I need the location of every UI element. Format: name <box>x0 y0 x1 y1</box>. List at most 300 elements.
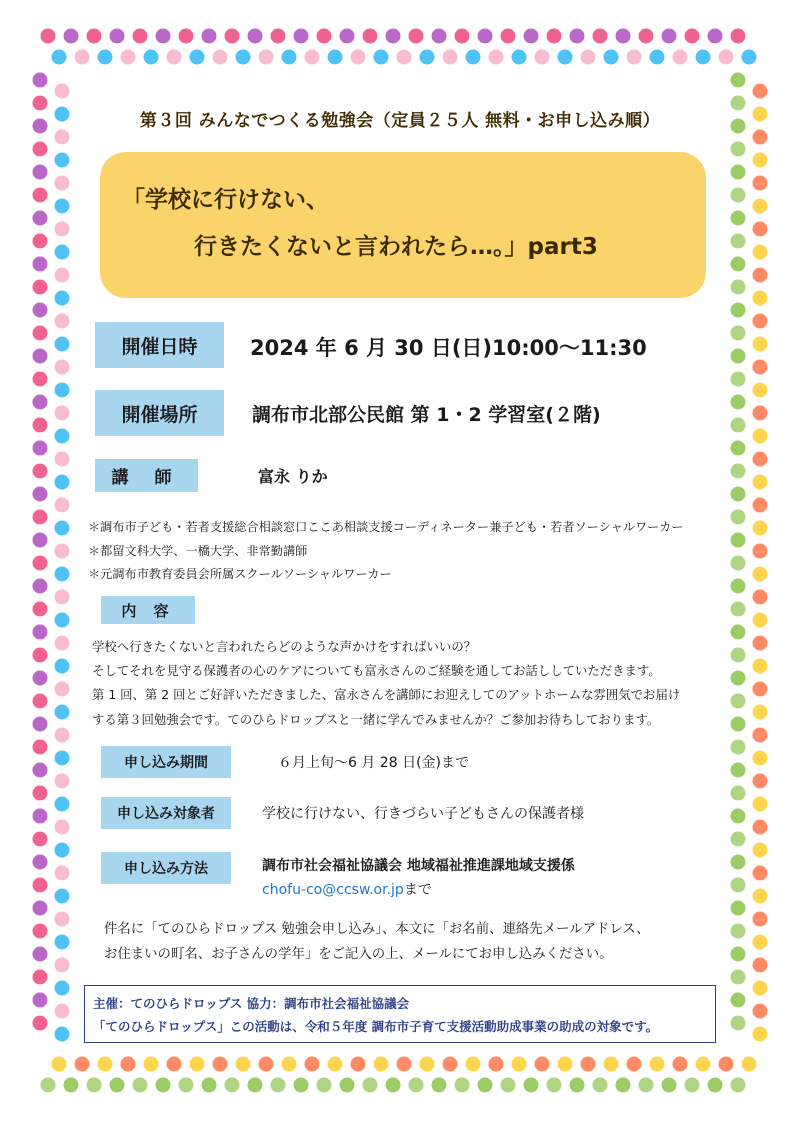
border-dot <box>731 1078 746 1093</box>
border-dot <box>55 774 70 789</box>
lecturer-label: 講 師 <box>95 459 198 492</box>
border-dot <box>535 50 550 65</box>
border-dot <box>33 671 48 686</box>
border-dot <box>512 1057 527 1072</box>
border-dot <box>753 360 768 375</box>
border-dot <box>731 993 746 1008</box>
border-dot <box>33 901 48 916</box>
border-dot <box>753 728 768 743</box>
border-dot <box>731 740 746 755</box>
border-dot <box>719 50 734 65</box>
border-dot <box>753 751 768 766</box>
border-dot <box>731 556 746 571</box>
border-dot <box>33 73 48 88</box>
border-dot <box>731 694 746 709</box>
border-dot <box>731 165 746 180</box>
border-dot <box>55 429 70 444</box>
border-dot <box>363 1078 378 1093</box>
border-dot <box>340 1078 355 1093</box>
method-label: 申し込み方法 <box>101 852 231 884</box>
border-dot <box>236 1057 251 1072</box>
border-dot <box>33 349 48 364</box>
border-dot <box>55 521 70 536</box>
border-dot <box>753 452 768 467</box>
border-dot <box>55 199 70 214</box>
border-dot <box>731 1016 746 1031</box>
border-dot <box>305 1057 320 1072</box>
border-dot <box>650 50 665 65</box>
border-dot <box>627 1057 642 1072</box>
border-dot <box>753 567 768 582</box>
border-dot <box>753 291 768 306</box>
border-dot <box>489 50 504 65</box>
border-dot <box>55 176 70 191</box>
border-dot <box>731 418 746 433</box>
date-label: 開催日時 <box>95 322 224 368</box>
border-dot <box>731 947 746 962</box>
border-dot <box>409 1078 424 1093</box>
border-dot <box>753 843 768 858</box>
border-dot <box>731 625 746 640</box>
border-dot <box>282 1057 297 1072</box>
border-dot <box>179 1078 194 1093</box>
border-dot <box>753 268 768 283</box>
border-dot <box>753 337 768 352</box>
border-dot <box>55 797 70 812</box>
border-dot <box>55 843 70 858</box>
border-dot <box>455 1078 470 1093</box>
border-dot <box>55 452 70 467</box>
border-dot <box>753 935 768 950</box>
border-dot <box>753 544 768 559</box>
border-dot <box>190 1057 205 1072</box>
border-dot <box>501 1078 516 1093</box>
border-dot <box>731 579 746 594</box>
border-dot <box>33 740 48 755</box>
border-dot <box>55 751 70 766</box>
border-dot <box>144 1057 159 1072</box>
border-dot <box>731 303 746 318</box>
border-dot <box>55 360 70 375</box>
border-dot <box>478 29 493 44</box>
border-dot <box>202 29 217 44</box>
border-dot <box>753 475 768 490</box>
border-dot <box>753 613 768 628</box>
border-dot <box>753 222 768 237</box>
border-dot <box>144 50 159 65</box>
border-dot <box>455 29 470 44</box>
border-dot <box>55 613 70 628</box>
border-dot <box>742 50 757 65</box>
border-dot <box>753 705 768 720</box>
place-value: 調布市北部公民館 第 1・2 学習室(２階) <box>252 404 601 426</box>
border-dot <box>33 280 48 295</box>
border-dot <box>731 763 746 778</box>
border-dot <box>409 29 424 44</box>
border-dot <box>55 383 70 398</box>
border-dot <box>33 878 48 893</box>
border-dot <box>133 29 148 44</box>
border-dot <box>55 705 70 720</box>
border-dot <box>570 29 585 44</box>
border-dot <box>662 1078 677 1093</box>
border-dot <box>731 832 746 847</box>
note-line: お住まいの町名、お子さんの学年」をご記入の上、メールにてお申し込みください。 <box>104 947 613 962</box>
border-dot <box>753 383 768 398</box>
border-dot <box>581 1057 596 1072</box>
border-dot <box>52 1057 67 1072</box>
content-line: そしてそれを見守る保護者の心のケアについても富永さんのご経験を通してお話ししていただきます。 <box>92 663 661 679</box>
border-dot <box>731 533 746 548</box>
border-dot <box>731 395 746 410</box>
border-dot <box>33 556 48 571</box>
border-dot <box>558 1057 573 1072</box>
footer-organizer: 主催：てのひらドロップス 協力：調布市社会福祉協議会 <box>93 996 410 1011</box>
border-dot <box>466 1057 481 1072</box>
border-dot <box>55 912 70 927</box>
border-dot <box>753 682 768 697</box>
note-line: 件名に「てのひらドロップス 勉強会申し込み」、本文に「お名前、連絡先メールアドレス、 <box>104 922 650 937</box>
border-dot <box>133 1078 148 1093</box>
border-dot <box>33 303 48 318</box>
credential-line: ＊調布市子ども・若者支援総合相談窓口ここあ相談支援コーディネーター兼子ども・若者ソーシャルワーカー <box>88 520 684 534</box>
border-dot <box>512 50 527 65</box>
border-dot <box>731 809 746 824</box>
border-dot <box>33 441 48 456</box>
border-dot <box>33 832 48 847</box>
border-dot <box>432 29 447 44</box>
border-dot <box>33 786 48 801</box>
place-label: 開催場所 <box>95 390 224 436</box>
border-dot <box>55 958 70 973</box>
border-dot <box>213 1057 228 1072</box>
border-dot <box>55 475 70 490</box>
border-dot <box>731 970 746 985</box>
border-dot <box>753 245 768 260</box>
border-dot <box>55 406 70 421</box>
border-dot <box>55 130 70 145</box>
border-dot <box>753 176 768 191</box>
border-dot <box>501 29 516 44</box>
border-dot <box>33 418 48 433</box>
border-dot <box>753 199 768 214</box>
border-dot <box>110 29 125 44</box>
border-dot <box>33 970 48 985</box>
border-dot <box>33 625 48 640</box>
border-dot <box>55 935 70 950</box>
border-dot <box>271 1078 286 1093</box>
border-dot <box>753 774 768 789</box>
border-dot <box>202 1078 217 1093</box>
border-dot <box>662 29 677 44</box>
border-dot <box>33 1016 48 1031</box>
border-dot <box>639 1078 654 1093</box>
border-dot <box>673 50 688 65</box>
border-dot <box>753 866 768 881</box>
credential-line: ＊都留文科大学、一橋大学、非常勤講師 <box>88 543 308 558</box>
border-dot <box>33 694 48 709</box>
date-value: 2024 年 6 月 30 日(日)10:00～11:30 <box>250 336 647 360</box>
footer-grant-note: 「てのひらドロップス」この活動は、令和５年度 調布市子育て支援活動助成事業の助成の対象です。 <box>93 1019 659 1034</box>
border-dot <box>753 130 768 145</box>
border-dot <box>167 50 182 65</box>
border-dot <box>731 671 746 686</box>
border-dot <box>753 912 768 927</box>
border-dot <box>33 809 48 824</box>
border-dot <box>731 234 746 249</box>
border-dot <box>351 1057 366 1072</box>
email-address[interactable]: chofu-co@ccsw.or.jp <box>262 882 404 898</box>
border-dot <box>328 50 343 65</box>
application-note <box>104 917 650 967</box>
border-dot <box>121 50 136 65</box>
border-dot <box>351 50 366 65</box>
border-dot <box>294 29 309 44</box>
border-dot <box>248 29 263 44</box>
border-dot <box>41 1078 56 1093</box>
content-line: 学校へ行きたくないと言われたらどのような声かけをすればいいの？ <box>92 639 477 654</box>
border-dot <box>282 50 297 65</box>
border-dot <box>55 291 70 306</box>
border-dot <box>731 29 746 44</box>
border-dot <box>696 1057 711 1072</box>
border-dot <box>489 1057 504 1072</box>
border-dot <box>708 29 723 44</box>
border-dot <box>98 1057 113 1072</box>
target-value: 学校に行けない、行きづらい子どもさんの保護者様 <box>262 806 584 822</box>
border-dot <box>33 924 48 939</box>
border-dot <box>55 245 70 260</box>
border-dot <box>685 29 700 44</box>
border-dot <box>593 29 608 44</box>
border-dot <box>731 510 746 525</box>
border-dot <box>55 889 70 904</box>
border-dot <box>547 29 562 44</box>
border-dot <box>55 153 70 168</box>
border-dot <box>753 820 768 835</box>
border-dot <box>55 820 70 835</box>
border-dot <box>650 1057 665 1072</box>
border-dot <box>753 590 768 605</box>
border-dot <box>397 1057 412 1072</box>
border-dot <box>386 1078 401 1093</box>
border-dot <box>731 73 746 88</box>
border-dot <box>33 326 48 341</box>
border-dot <box>317 29 332 44</box>
border-dot <box>570 1078 585 1093</box>
border-dot <box>742 1057 757 1072</box>
border-dot <box>55 567 70 582</box>
border-dot <box>753 406 768 421</box>
border-dot <box>363 29 378 44</box>
method-value: 調布市社会福祉協議会 地域福祉推進課地域支援係 <box>262 858 575 874</box>
content-line: 第 1 回、第 2 回とご好評いただきました、富永さんを講師にお迎えしてのアットホームな雰囲気でお届け <box>92 687 681 703</box>
border-dot <box>696 50 711 65</box>
border-dot <box>753 521 768 536</box>
border-dot <box>33 579 48 594</box>
border-dot <box>55 337 70 352</box>
border-dot <box>33 602 48 617</box>
border-dot <box>753 636 768 651</box>
border-dot <box>731 372 746 387</box>
border-dot <box>179 29 194 44</box>
border-dot <box>753 889 768 904</box>
border-dot <box>33 533 48 548</box>
border-dot <box>731 280 746 295</box>
border-dot <box>581 50 596 65</box>
content-label: 内 容 <box>101 596 195 624</box>
border-dot <box>33 947 48 962</box>
border-dot <box>55 498 70 513</box>
email-suffix: まで <box>403 882 432 898</box>
target-label: 申し込み対象者 <box>101 797 231 829</box>
border-dot <box>271 29 286 44</box>
border-dot <box>731 349 746 364</box>
border-dot <box>33 165 48 180</box>
border-dot <box>33 234 48 249</box>
border-dot <box>478 1078 493 1093</box>
content-line: する第３回勉強会です。てのひらドロップスと一緒に学んでみませんか？ご参加お待ちしております。 <box>92 711 660 727</box>
border-dot <box>33 717 48 732</box>
border-dot <box>33 142 48 157</box>
border-dot <box>673 1057 688 1072</box>
border-dot <box>33 648 48 663</box>
contact-email[interactable] <box>262 879 432 899</box>
border-dot <box>340 29 355 44</box>
border-dot <box>753 1004 768 1019</box>
border-dot <box>55 1004 70 1019</box>
event-header: 第３回 みんなでつくる勉強会（定員２５人 無料・お申し込み順） <box>139 111 661 131</box>
border-dot <box>627 50 642 65</box>
border-dot <box>33 395 48 410</box>
border-dot <box>604 50 619 65</box>
lecturer-credentials <box>88 516 683 587</box>
border-dot <box>55 590 70 605</box>
border-dot <box>639 29 654 44</box>
border-dot <box>33 464 48 479</box>
period-value: ６月上旬～6 月 28 日(金)まで <box>278 755 469 771</box>
border-dot <box>604 1057 619 1072</box>
border-dot <box>731 441 746 456</box>
border-dot <box>55 659 70 674</box>
border-dot <box>547 1078 562 1093</box>
border-dot <box>55 728 70 743</box>
border-dot <box>731 648 746 663</box>
border-dot <box>753 429 768 444</box>
border-dot <box>33 763 48 778</box>
border-dot <box>443 1057 458 1072</box>
border-dot <box>731 326 746 341</box>
border-dot <box>420 50 435 65</box>
border-dot <box>33 372 48 387</box>
border-dot <box>156 1078 171 1093</box>
border-dot <box>87 29 102 44</box>
border-dot <box>616 1078 631 1093</box>
border-dot <box>753 84 768 99</box>
border-dot <box>420 1057 435 1072</box>
border-dot <box>753 1027 768 1042</box>
border-dot <box>386 29 401 44</box>
border-dot <box>753 958 768 973</box>
border-dot <box>535 1057 550 1072</box>
border-dot <box>75 50 90 65</box>
border-dot <box>55 268 70 283</box>
border-dot <box>708 1078 723 1093</box>
border-dot <box>685 1078 700 1093</box>
border-dot <box>731 901 746 916</box>
border-dot <box>55 1027 70 1042</box>
border-dot <box>236 50 251 65</box>
period-label: 申し込み期間 <box>101 746 231 778</box>
border-dot <box>731 878 746 893</box>
border-dot <box>33 855 48 870</box>
border-dot <box>33 211 48 226</box>
border-dot <box>33 188 48 203</box>
credential-line: ＊元調布市教育委員会所属スクールソーシャルワーカー <box>88 567 392 581</box>
border-dot <box>64 29 79 44</box>
border-dot <box>190 50 205 65</box>
border-dot <box>524 29 539 44</box>
border-dot <box>753 314 768 329</box>
border-dot <box>466 50 481 65</box>
border-dot <box>294 1078 309 1093</box>
border-dot <box>593 1078 608 1093</box>
border-dot <box>443 50 458 65</box>
border-dot <box>248 1078 263 1093</box>
border-dot <box>432 1078 447 1093</box>
border-dot <box>213 50 228 65</box>
border-dot <box>55 314 70 329</box>
border-dot <box>328 1057 343 1072</box>
title-line-2: 行きたくないと言われたら…。」part3 <box>194 234 598 260</box>
border-dot <box>753 153 768 168</box>
border-dot <box>731 464 746 479</box>
border-dot <box>731 786 746 801</box>
border-dot <box>558 50 573 65</box>
border-dot <box>259 1057 274 1072</box>
border-dot <box>753 797 768 812</box>
border-dot <box>731 188 746 203</box>
border-dot <box>33 257 48 272</box>
border-dot <box>719 1057 734 1072</box>
border-dot <box>317 1078 332 1093</box>
border-dot <box>55 682 70 697</box>
border-dot <box>753 659 768 674</box>
content-description <box>92 635 680 732</box>
border-dot <box>33 993 48 1008</box>
border-dot <box>33 487 48 502</box>
border-dot <box>225 1078 240 1093</box>
border-dot <box>33 510 48 525</box>
border-dot <box>156 29 171 44</box>
border-dot <box>753 498 768 513</box>
border-dot <box>731 602 746 617</box>
title-banner <box>100 152 706 298</box>
border-dot <box>64 1078 79 1093</box>
border-dot <box>524 1078 539 1093</box>
border-dot <box>731 142 746 157</box>
border-dot <box>55 981 70 996</box>
border-dot <box>731 924 746 939</box>
border-dot <box>55 544 70 559</box>
border-dot <box>397 50 412 65</box>
border-dot <box>121 1057 136 1072</box>
border-dot <box>305 50 320 65</box>
border-dot <box>374 1057 389 1072</box>
border-dot <box>731 487 746 502</box>
border-dot <box>374 50 389 65</box>
border-dot <box>52 50 67 65</box>
